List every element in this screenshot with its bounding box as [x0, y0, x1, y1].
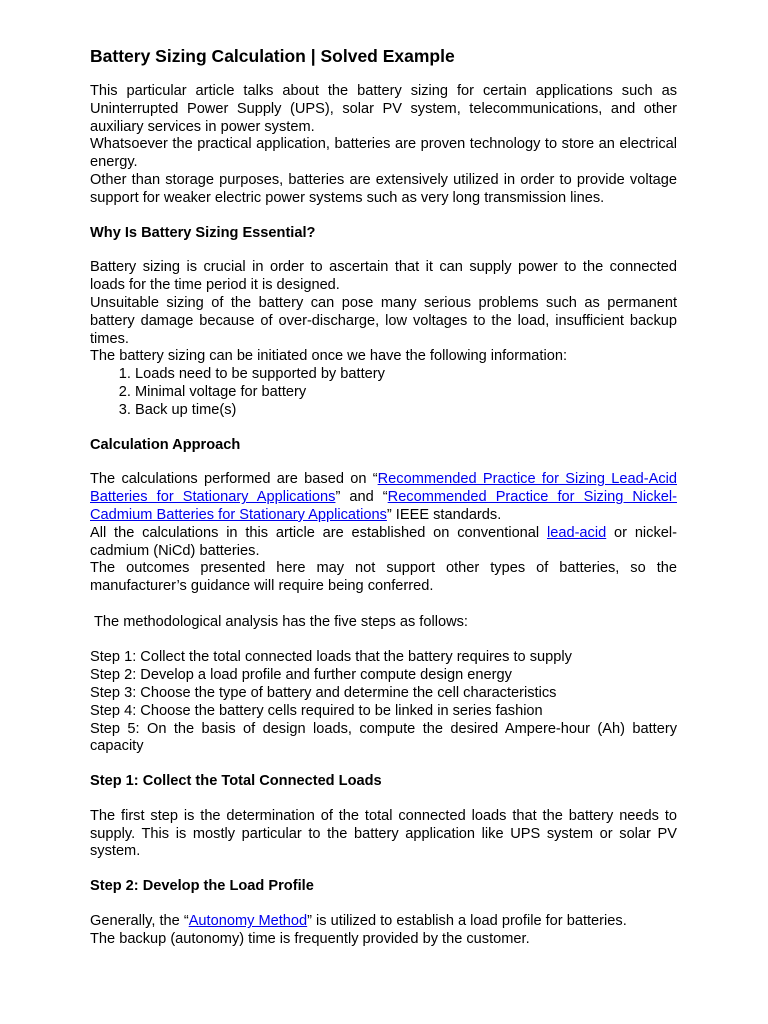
section-heading-step-1: Step 1: Collect the Total Connected Loads: [90, 773, 382, 790]
step-line: Step 3: Choose the type of battery and determine the cell characteristics: [90, 684, 557, 701]
step-line: Step 4: Choose the battery cells required to be linked in series fashion: [90, 702, 543, 719]
spacer: [90, 632, 677, 650]
intro-paragraph-3: Other than storage purposes, batteries are extensively utilized in order to provide voltage support for weaker electric power systems such as very long transmission lines.: [90, 171, 677, 206]
intro-paragraph-1: This particular article talks about the battery sizing for certain applications such as Uninterrupted Power Supply (UPS), solar PV system, telecommunications, and other auxiliary services in power system.: [90, 83, 677, 135]
text-span: Generally, the “: [90, 913, 189, 930]
calculation-approach-paragraph-2: [90, 525, 677, 561]
document-title: Battery Sizing Calculation | Solved Example: [90, 46, 455, 66]
step1-paragraph: The first step is the determination of the total connected loads that the battery needs to supply. This is mostly particular to the battery application like UPS system or solar PV system.: [90, 807, 677, 860]
text-span: ” is utilized to establish a load profile for batteries.: [307, 913, 627, 930]
calculation-approach-paragraph-3: The outcomes presented here may not support other types of batteries, so the manufacturer’s guidance will require being conferred.: [90, 560, 677, 595]
text-span: ” IEEE standards.: [386, 506, 502, 523]
section-heading-calculation-approach: Calculation Approach: [90, 436, 241, 453]
spacer: [90, 596, 677, 614]
text-span: or nickel-cadmium (NiCd) batteries.: [90, 524, 677, 559]
section1-paragraph-1: Battery sizing is crucial in order to ascertain that it can supply power to the connected loads for the time period it is designed.: [90, 259, 677, 294]
section-heading-why-sizing: Why Is Battery Sizing Essential?: [90, 224, 316, 241]
section-heading-step-2: Step 2: Develop the Load Profile: [90, 878, 314, 895]
list-item: 3. Back up time(s): [135, 402, 677, 420]
autonomy-method-link[interactable]: Autonomy Method: [188, 913, 308, 930]
list-item: 1. Loads need to be supported by battery: [135, 366, 677, 384]
text-span: ” and “: [335, 489, 388, 506]
nickel-cadmium-practice-link[interactable]: Recommended Practice for Sizing Nickel-Cadmium Batteries for Stationary Applications: [90, 489, 677, 523]
text-span: All the calculations in this article are established on conventional: [90, 524, 547, 541]
section1-paragraph-3: The battery sizing can be initiated once we have the following information:: [90, 348, 568, 365]
text-span: The calculations performed are based on “: [90, 471, 378, 488]
methodology-intro: The methodological analysis has the five steps as follows:: [94, 613, 468, 630]
section1-paragraph-2: Unsuitable sizing of the battery can pose many serious problems such as permanent battery damage because of over-discharge, low voltages to the load, insufficient backup times.: [90, 294, 677, 347]
lead-acid-link[interactable]: lead-acid: [546, 524, 607, 541]
step-line: Step 2: Develop a load profile and further compute design energy: [90, 667, 512, 684]
step2-paragraph-2: The backup (autonomy) time is frequently provided by the customer.: [90, 930, 530, 947]
document-page: [90, 45, 677, 949]
intro-paragraph-2: Whatsoever the practical application, batteries are proven technology to store an electrical energy.: [90, 136, 677, 171]
step-line: Step 1: Collect the total connected loads that the battery requires to supply: [90, 649, 572, 666]
required-info-list: [90, 366, 677, 419]
list-item: 2. Minimal voltage for battery: [135, 384, 677, 402]
calculation-approach-paragraph-1: [90, 471, 677, 524]
step-line: Step 5: On the basis of design loads, compute the desired Ampere-hour (Ah) battery capacity: [90, 720, 677, 755]
lead-acid-practice-link[interactable]: Recommended Practice for Sizing Lead-Acid Batteries for Stationary Applications: [90, 471, 677, 506]
step2-paragraph-1: [90, 913, 677, 931]
